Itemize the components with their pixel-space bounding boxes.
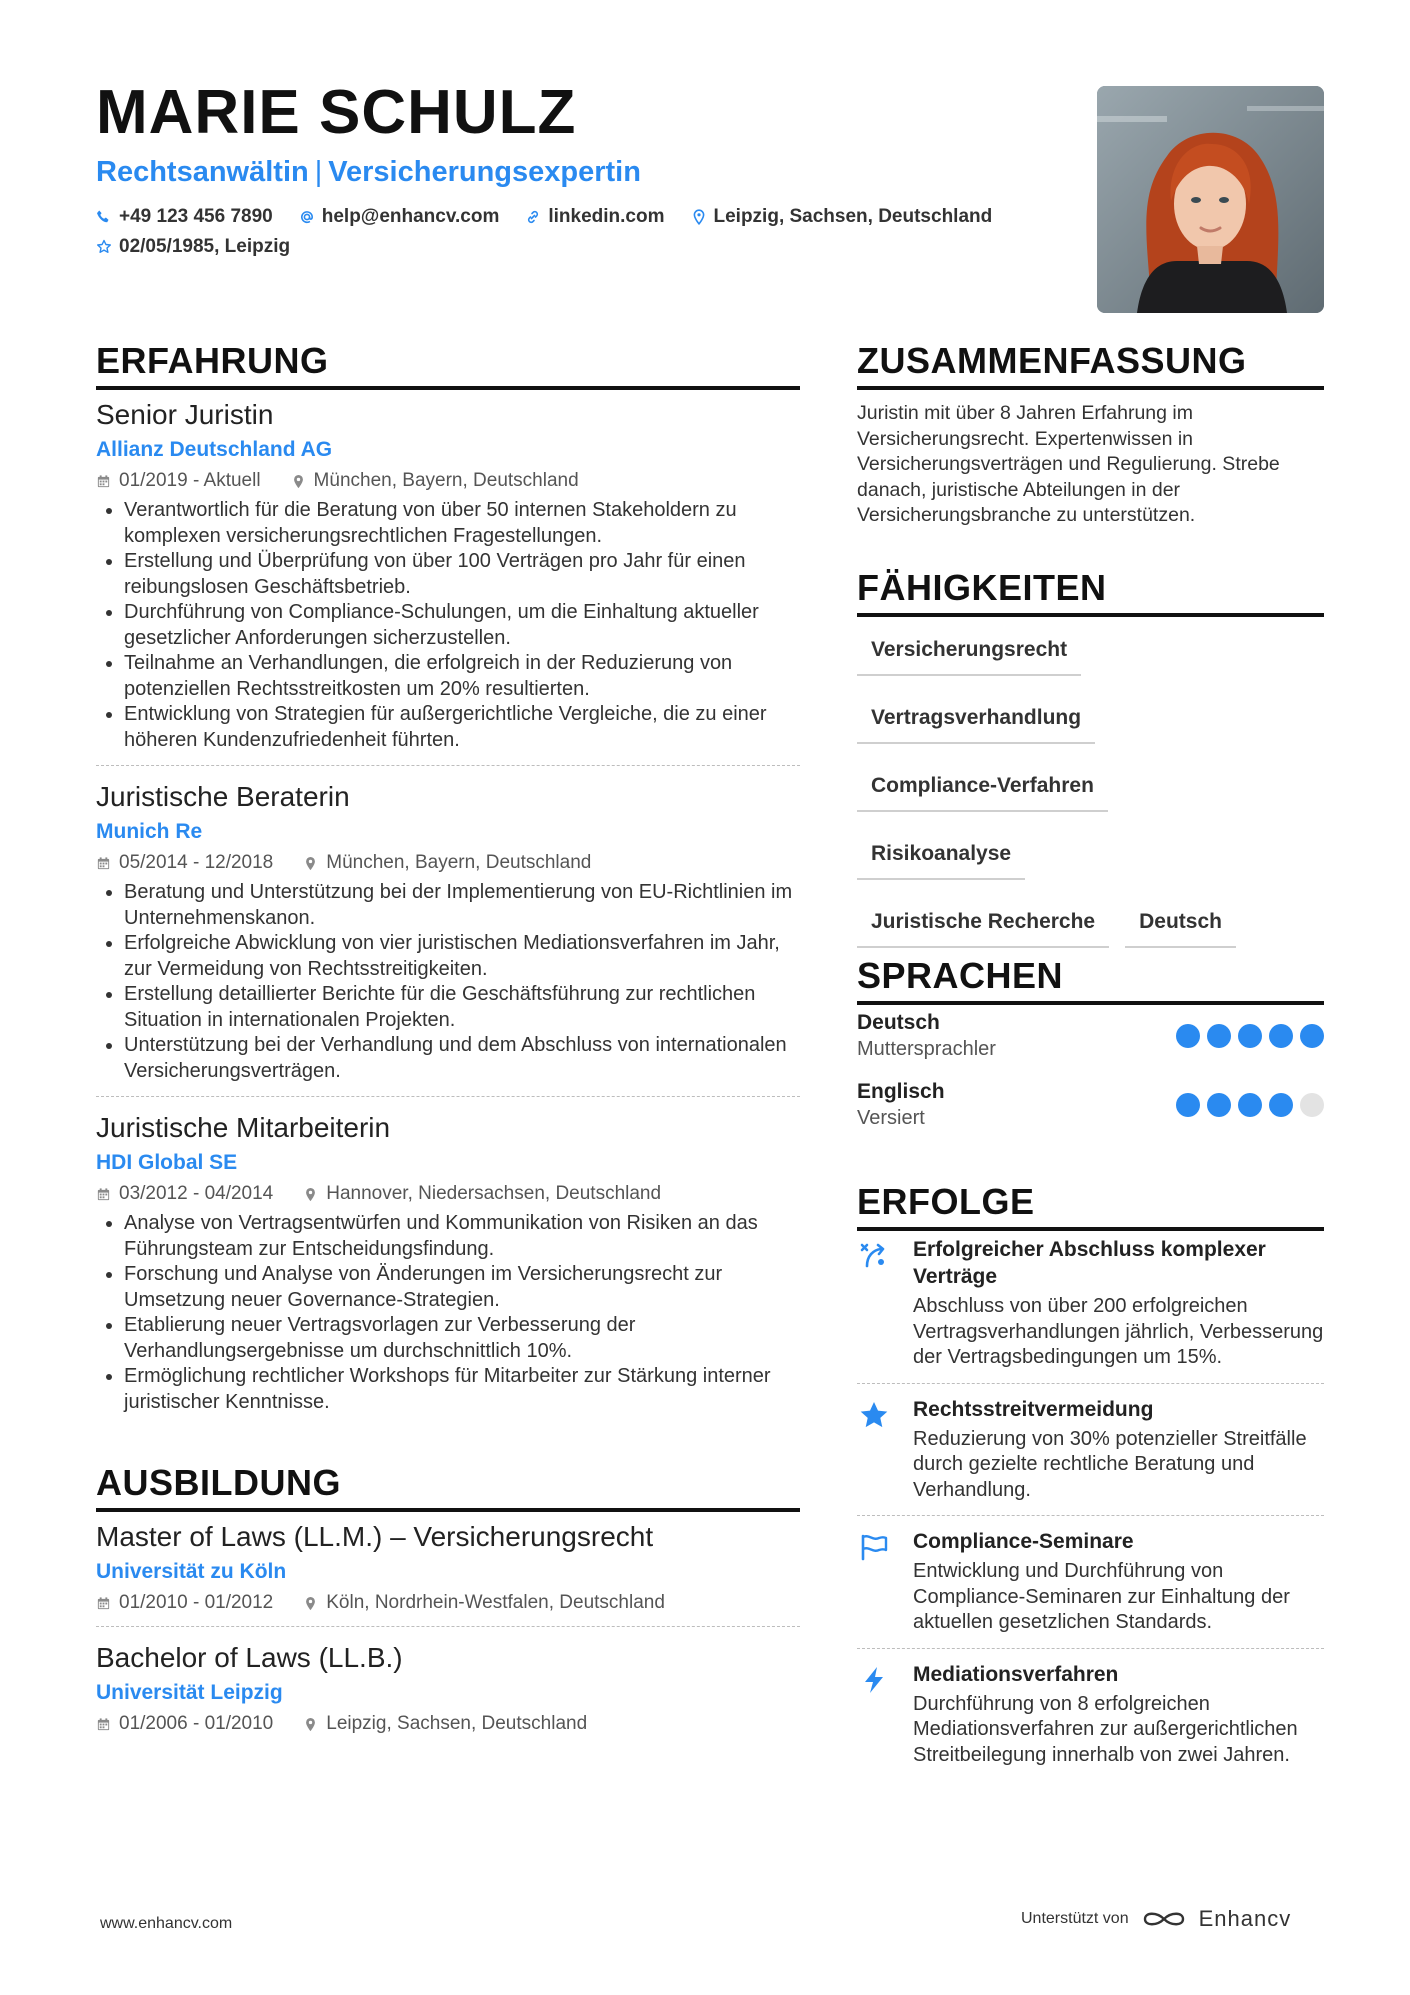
lightning-icon [859, 1665, 889, 1695]
title-part-2: Versicherungsexpertin [328, 156, 641, 188]
achievement-entry [857, 1396, 1324, 1504]
achievements-heading: ERFOLGE [857, 1181, 1035, 1222]
profile-photo [1097, 86, 1324, 313]
rating-dot-filled [1300, 1024, 1324, 1048]
education-location: Köln, Nordrhein-Westfalen, Deutschland [326, 1592, 665, 1613]
education-rule [96, 1508, 800, 1512]
bullet-item: • Durchführung von Compliance-Schulungen, um die Einhaltung aktueller gesetzlicher Anforderungen sicherzustellen. [124, 600, 800, 651]
language-rating [1176, 1093, 1324, 1117]
bullet-item: • Ermöglichung rechtlicher Workshops für Mitarbeiter zur Stärkung interner juristischer Kenntnisse. [124, 1364, 800, 1415]
entry-divider [857, 1383, 1324, 1384]
education-location: Leipzig, Sachsen, Deutschland [326, 1713, 588, 1734]
linkedin-text: linkedin.com [548, 206, 665, 227]
languages-rule [857, 1001, 1324, 1005]
achievement-entry [857, 1528, 1324, 1636]
title-separator: | [314, 156, 323, 188]
job-location: München, Bayern, Deutschland [326, 852, 592, 873]
achievements-list [857, 1236, 1324, 1768]
degree-title: Master of Laws (LL.M.) – Versicherungsrecht [96, 1521, 654, 1552]
education-dates: 01/2010 - 01/2012 [119, 1592, 274, 1613]
achievement-desc: Entwicklung und Durchführung von Compliance-Seminaren zur Einhaltung der aktuellen gesetzlichen Standards. [913, 1560, 1290, 1633]
achievement-entry [857, 1236, 1324, 1371]
job-title: Juristische Mitarbeiterin [96, 1112, 391, 1143]
phone-icon [96, 209, 112, 225]
language-entry [857, 1010, 1324, 1062]
contact-birth [96, 236, 290, 258]
job-title: Juristische Beraterin [96, 781, 350, 812]
link-icon [525, 209, 541, 225]
entry-divider [857, 1515, 1324, 1516]
email-text: help@enhancv.com [321, 206, 500, 227]
bullet-item: • Teilnahme an Verhandlungen, die erfolgreich in der Reduzierung von potenziellen Rechtsstreitkosten um 20% resultierten. [124, 651, 800, 702]
birth-text: 02/05/1985, Leipzig [119, 236, 291, 257]
calendar-icon [96, 1717, 111, 1732]
entry-divider [96, 765, 800, 766]
rating-dot-filled [1269, 1024, 1293, 1048]
achievement-title: Compliance-Seminare [913, 1530, 1134, 1553]
skill-tag: Versicherungsrecht [857, 628, 1081, 676]
candidate-name: MARIE SCHULZ [96, 78, 577, 147]
entry-divider [96, 1096, 800, 1097]
rating-dot-filled [1269, 1093, 1293, 1117]
achievement-title: Rechtsstreitvermeidung [913, 1397, 1154, 1421]
entry-divider [96, 1626, 800, 1627]
skill-tag: Compliance-Verfahren [857, 764, 1108, 812]
bullet-item: • Entwicklung von Strategien für außergerichtliche Vergleiche, die zu einer höheren Kundenzufriedenheit führten. [124, 702, 800, 753]
language-name: Englisch [857, 1080, 945, 1103]
bullet-item: • Forschung und Analyse von Änderungen im Versicherungsrecht zur Umsetzung neuer Governance-Strategien. [124, 1262, 800, 1313]
footer-website[interactable]: www.enhancv.com [100, 1915, 233, 1932]
skills-rule [857, 613, 1324, 617]
bullet-item: • Unterstützung bei der Verhandlung und dem Abschluss von internationalen Versicherungsverträgen. [124, 1033, 800, 1084]
contact-info [96, 206, 1056, 266]
language-level: Muttersprachler [857, 1038, 996, 1060]
calendar-icon [96, 856, 111, 871]
job-location: Hannover, Niedersachsen, Deutschland [326, 1183, 662, 1204]
star-icon [859, 1400, 889, 1430]
star-outline-icon [96, 239, 112, 255]
achievement-title: Mediationsverfahren [913, 1662, 1119, 1686]
job-title: Senior Juristin [96, 399, 274, 430]
summary-heading: ZUSAMMENFASSUNG [857, 340, 1247, 381]
job-meta [96, 1183, 800, 1205]
language-level: Versiert [857, 1107, 925, 1129]
location-pin-icon [691, 209, 707, 225]
strategy-icon [859, 1240, 889, 1270]
school-name: Universität zu Köln [96, 1560, 287, 1583]
enhancv-logo-icon [1141, 1907, 1187, 1931]
footer-branding[interactable] [1021, 1906, 1291, 1932]
experience-rule [96, 386, 800, 390]
bullet-item: • Analyse von Vertragsentwürfen und Kommunikation von Risiken an das Führungsteam zur Entscheidungsfindung. [124, 1211, 800, 1262]
education-entry [96, 1641, 800, 1735]
calendar-icon [96, 1187, 111, 1202]
calendar-icon [96, 1596, 111, 1611]
job-meta [96, 470, 800, 492]
contact-linkedin[interactable] [525, 206, 664, 228]
bullet-item: • Erfolgreiche Abwicklung von vier juristischen Mediationsverfahren im Jahr, zur Vermeidung von Rechtsstreitigkeiten. [124, 931, 800, 982]
rating-dot-filled [1238, 1093, 1262, 1117]
language-rating [1176, 1024, 1324, 1048]
contact-phone[interactable] [96, 206, 273, 228]
job-entry [96, 398, 800, 753]
skill-tag: Juristische Recherche [857, 900, 1109, 948]
achievement-desc: Abschluss von über 200 erfolgreichen Vertragsverhandlungen jährlich, Verbesserung der Vertragsbedingungen um 15%. [913, 1295, 1324, 1368]
rating-dot-filled [1207, 1093, 1231, 1117]
brand-name: Enhancv [1198, 1906, 1292, 1931]
phone-text: +49 123 456 7890 [119, 206, 273, 227]
candidate-title [96, 156, 641, 189]
summary-text: Juristin mit über 8 Jahren Erfahrung im Versicherungsrecht. Expertenwissen in Versicherungsverträgen und Regulierung. Strebe danach, juristische Abteilungen in der Versicherungsbranche zu unterstützen. [857, 402, 1280, 526]
job-company: Munich Re [96, 820, 203, 843]
experience-heading: ERFAHRUNG [96, 340, 329, 381]
achievement-entry [857, 1661, 1324, 1769]
education-heading: AUSBILDUNG [96, 1462, 341, 1503]
school-name: Universität Leipzig [96, 1681, 283, 1704]
experience-list [96, 398, 800, 1415]
job-entry [96, 780, 800, 1084]
achievement-desc: Reduzierung von 30% potenzieller Streitfälle durch gezielte rechtliche Beratung und Verhandlung. [913, 1427, 1307, 1501]
education-meta [96, 1592, 800, 1614]
contact-location [691, 206, 993, 228]
job-dates: 05/2014 - 12/2018 [119, 852, 274, 873]
skill-tag: Vertragsverhandlung [857, 696, 1095, 744]
bullet-item: • Beratung und Unterstützung bei der Implementierung von EU-Richtlinien im Unternehmenskanon. [124, 880, 800, 931]
job-meta [96, 852, 800, 874]
job-location: München, Bayern, Deutschland [313, 470, 579, 491]
achievement-desc: Durchführung von 8 erfolgreichen Mediationsverfahren zur außergerichtlichen Streitbeilegung innerhalb von zwei Jahren. [913, 1692, 1298, 1766]
title-part-1: Rechtsanwältin [96, 156, 309, 188]
rating-dot-filled [1207, 1024, 1231, 1048]
calendar-icon [96, 474, 111, 489]
bullet-item: • Erstellung detaillierter Berichte für die Geschäftsführung zur rechtlichen Situation in internationalen Projekten. [124, 982, 800, 1033]
location-pin-icon [291, 474, 306, 489]
bullet-item: • Etablierung neuer Vertragsvorlagen zur Verbesserung der Verhandlungsergebnisse um durchschnittlich 10%. [124, 1313, 800, 1364]
job-entry [96, 1111, 800, 1415]
education-entry [96, 1520, 800, 1614]
job-dates: 03/2012 - 04/2014 [119, 1183, 274, 1204]
flag-icon [859, 1532, 889, 1562]
job-bullets [96, 498, 800, 753]
bullet-item: • Verantwortlich für die Beratung von über 50 internen Stakeholdern zu komplexen versicherungsrechtlichen Fragestellungen. [124, 498, 800, 549]
education-list [96, 1520, 800, 1735]
summary-rule [857, 386, 1324, 390]
job-company: Allianz Deutschland AG [96, 438, 333, 461]
achievements-rule [857, 1227, 1324, 1231]
rating-dot-filled [1176, 1093, 1200, 1117]
rating-dot-filled [1176, 1024, 1200, 1048]
rating-dot-empty [1300, 1093, 1324, 1117]
powered-by-text: Unterstützt von [1021, 1910, 1129, 1927]
location-text: Leipzig, Sachsen, Deutschland [713, 206, 993, 227]
language-entry [857, 1079, 1324, 1131]
skills-heading: FÄHIGKEITEN [857, 567, 1107, 608]
language-name: Deutsch [857, 1011, 940, 1034]
degree-title: Bachelor of Laws (LL.B.) [96, 1642, 403, 1673]
skill-tag: Risikoanalyse [857, 832, 1025, 880]
skill-tag: Deutsch [1125, 900, 1236, 948]
at-icon [299, 209, 315, 225]
contact-email[interactable] [299, 206, 500, 228]
entry-divider [857, 1648, 1324, 1649]
job-dates: 01/2019 - Aktuell [119, 470, 261, 491]
location-pin-icon [303, 1717, 318, 1732]
location-pin-icon [303, 856, 318, 871]
bullet-item: • Erstellung und Überprüfung von über 100 Verträgen pro Jahr für einen reibungslosen Geschäftsbetrieb. [124, 549, 800, 600]
rating-dot-filled [1238, 1024, 1262, 1048]
languages-heading: SPRACHEN [857, 955, 1064, 996]
location-pin-icon [303, 1596, 318, 1611]
languages-list [857, 1010, 1324, 1148]
education-dates: 01/2006 - 01/2010 [119, 1713, 274, 1734]
job-bullets [96, 880, 800, 1084]
location-pin-icon [303, 1187, 318, 1202]
job-bullets [96, 1211, 800, 1415]
achievement-title: Erfolgreicher Abschluss komplexer Verträge [913, 1238, 1266, 1288]
skills-list [857, 628, 1324, 968]
job-company: HDI Global SE [96, 1151, 238, 1174]
education-meta [96, 1713, 800, 1735]
